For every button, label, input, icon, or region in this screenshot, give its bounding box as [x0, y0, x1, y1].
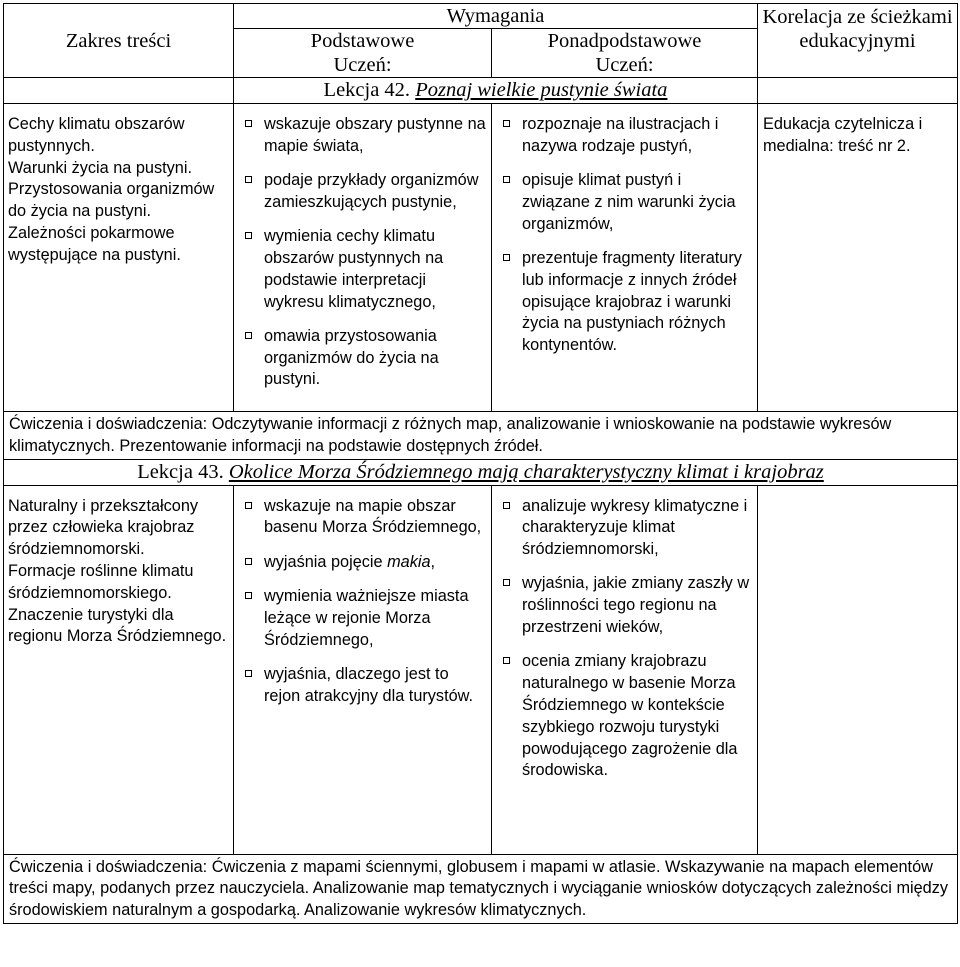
bullet-item: analizuje wykresy klimatyczne i charakteryzuje klimat śródziemnomorski,: [497, 496, 753, 561]
lesson-43-cwiczenia: Ćwiczenia i doświadczenia: Ćwiczenia z mapami ściennymi, globusem i mapami w atlasie. Wskazywanie na mapach elementów treści mapy, podanych przez nauczyciela. Analizowanie map tematycznych i wyciąganie wniosków dotyczących zależności między środowiskiem naturalnym a gospodarką. Analizowanie wykresów klimatycznych.: [4, 854, 958, 923]
bullet-text: ,: [430, 552, 436, 571]
lesson-43-topic: Okolice Morza Śródziemnego mają charakterystyczny klimat i krajobraz: [228, 460, 824, 483]
header-ponadpodstawowe-label: Ponadpodstawowe: [547, 30, 702, 52]
curriculum-table: [3, 3, 958, 924]
bullet-item: prezentuje fragmenty literatury lub informacje z innych źródeł opisujące krajobraz i warunki życia na pustyniach różnych kontynentów.: [497, 248, 753, 357]
lesson-43-ponadpodstawowe: [492, 485, 758, 854]
bullet-item: rozpoznaje na ilustracjach i nazywa rodzaje pustyń,: [497, 114, 753, 158]
bullet-item: ocenia zmiany krajobrazu naturalnego w basenie Morza Śródziemnego w kontekście szybkiego rozwoju turystyki powodującego zagrożenie dla środowiska.: [497, 651, 753, 782]
header-row: [4, 4, 958, 29]
bullet-item: wyjaśnia, jakie zmiany zaszły w roślinności tego regionu na przestrzeni wieków,: [497, 573, 753, 638]
header-podstawowe: [234, 29, 492, 78]
lesson-43-content-row: [4, 485, 958, 854]
lesson-42-exercises-row: [4, 412, 958, 460]
lesson-42-number: Lekcja 42.: [323, 79, 411, 101]
lesson-43-title: [4, 459, 958, 485]
bullet-item: [239, 552, 487, 574]
lesson-42-zakres-item: Warunki życia na pustyni.: [8, 158, 192, 177]
header-ponadpodstawowe: [492, 29, 758, 78]
lesson-43-korelacja: [758, 485, 958, 854]
lesson-42-zakres-item: Zależności pokarmowe występujące na pustyni.: [8, 223, 181, 264]
lesson-42-ponadpodstawowe: [492, 104, 758, 412]
header-podstawowe-label: Podstawowe: [310, 30, 415, 52]
lesson-42-content-row: [4, 104, 958, 412]
lesson-42-zakres-item: Przystosowania organizmów do życia na pustyni.: [8, 180, 215, 221]
term-makia: makia: [387, 552, 431, 571]
bullet-item: wyjaśnia, dlaczego jest to rejon atrakcyjny dla turystów.: [239, 664, 487, 708]
bullet-text: wyjaśnia pojęcie: [264, 552, 388, 571]
lesson-43-number: Lekcja 43.: [137, 460, 224, 483]
lesson-42-topic: Poznaj wielkie pustynie świata: [415, 79, 668, 101]
header-wymagania: Wymagania: [234, 4, 758, 29]
bullet-item: opisuje klimat pustyń i związane z nim warunki życia organizmów,: [497, 170, 753, 235]
header-korelacja: Korelacja ze ścieżkami edukacyjnymi: [758, 4, 958, 78]
lesson-43-zakres: [4, 485, 234, 854]
lesson-43-title-row: [4, 459, 958, 485]
bullet-item: wskazuje obszary pustynne na mapie świata,: [239, 114, 487, 158]
lesson-42-zakres-item: Cechy klimatu obszarów pustynnych.: [8, 115, 185, 155]
lesson-43-exercises-row: [4, 854, 958, 923]
header-ponadpodstawowe-uczen: Uczeń:: [595, 54, 654, 76]
bullet-item: podaje przykłady organizmów zamieszkujących pustynie,: [239, 170, 487, 214]
lesson-42-title-row: [4, 78, 958, 104]
lesson-42-podstawowe: [234, 104, 492, 412]
bullet-item: wskazuje na mapie obszar basenu Morza Śródziemnego,: [239, 496, 487, 540]
lesson-42-title: [234, 78, 758, 104]
header-zakres-tresci: Zakres treści: [4, 4, 234, 78]
lesson-42-cwiczenia: Ćwiczenia i doświadczenia: Odczytywanie informacji z różnych map, analizowanie i wnioskowanie na podstawie wykresów klimatycznych. Prezentowanie informacji na podstawie dostępnych źródeł.: [4, 412, 958, 460]
lesson-42-zakres: [4, 104, 234, 412]
lesson-43-podstawowe: [234, 485, 492, 854]
bullet-item: wymienia ważniejsze miasta leżące w rejonie Morza Śródziemnego,: [239, 586, 487, 651]
lesson-43-zakres-item: Znaczenie turystyki dla regionu Morza Śródziemnego.: [8, 605, 227, 646]
bullet-item: wymienia cechy klimatu obszarów pustynnych na podstawie interpretacji wykresu klimatycznego,: [239, 226, 487, 313]
lesson-43-zakres-item: Naturalny i przekształcony przez człowieka krajobraz śródziemnomorski.: [8, 496, 199, 559]
lesson-43-zakres-item: Formacje roślinne klimatu śródziemnomorskiego.: [8, 561, 194, 602]
header-podstawowe-uczen: Uczeń:: [333, 54, 392, 76]
lesson-42-korelacja: Edukacja czytelnicza i medialna: treść nr 2.: [758, 104, 958, 412]
bullet-item: omawia przystosowania organizmów do życia na pustyni.: [239, 326, 487, 391]
